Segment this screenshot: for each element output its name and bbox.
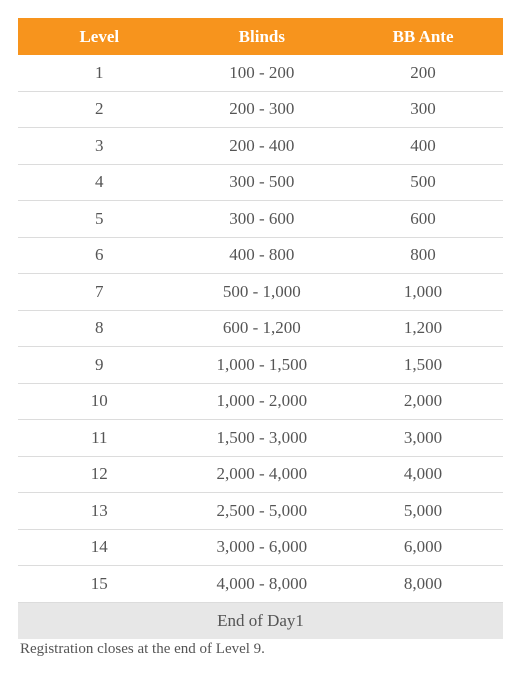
table-row (18, 493, 503, 530)
bb-ante-cell: 2,000 (343, 383, 503, 420)
bb-ante-cell: 1,200 (343, 310, 503, 347)
level-cell: 10 (18, 383, 181, 420)
end-of-day-row (18, 602, 503, 639)
blinds-cell: 1,000 - 2,000 (181, 383, 344, 420)
blinds-cell: 2,000 - 4,000 (181, 456, 344, 493)
level-cell: 5 (18, 201, 181, 238)
blinds-cell: 200 - 400 (181, 128, 344, 165)
header-row (18, 18, 503, 55)
bb-ante-cell: 4,000 (343, 456, 503, 493)
bb-ante-cell: 1,500 (343, 347, 503, 384)
table-row (18, 310, 503, 347)
table-header (18, 18, 503, 55)
bb-ante-cell: 5,000 (343, 493, 503, 530)
bb-ante-cell: 8,000 (343, 566, 503, 603)
table-row (18, 274, 503, 311)
level-cell: 8 (18, 310, 181, 347)
table-row (18, 91, 503, 128)
blinds-cell: 500 - 1,000 (181, 274, 344, 311)
bb-ante-cell: 200 (343, 55, 503, 91)
blinds-cell: 100 - 200 (181, 55, 344, 91)
end-of-day-label: End of Day1 (18, 602, 503, 639)
table-row (18, 420, 503, 457)
table-row (18, 456, 503, 493)
level-cell: 15 (18, 566, 181, 603)
table-row (18, 201, 503, 238)
level-cell: 6 (18, 237, 181, 274)
bb-ante-cell: 500 (343, 164, 503, 201)
level-cell: 14 (18, 529, 181, 566)
registration-note: Registration closes at the end of Level 9. (20, 641, 265, 657)
header-level: Level (18, 18, 181, 55)
blinds-cell: 4,000 - 8,000 (181, 566, 344, 603)
header-blinds: Blinds (181, 18, 344, 55)
blinds-cell: 1,000 - 1,500 (181, 347, 344, 384)
bb-ante-cell: 3,000 (343, 420, 503, 457)
blinds-cell: 300 - 600 (181, 201, 344, 238)
bb-ante-cell: 800 (343, 237, 503, 274)
level-cell: 11 (18, 420, 181, 457)
bb-ante-cell: 300 (343, 91, 503, 128)
bb-ante-cell: 6,000 (343, 529, 503, 566)
blinds-structure-table (18, 18, 503, 639)
table-row (18, 55, 503, 91)
header-bb-ante: BB Ante (343, 18, 503, 55)
bb-ante-cell: 600 (343, 201, 503, 238)
blinds-cell: 1,500 - 3,000 (181, 420, 344, 457)
table-row (18, 237, 503, 274)
blinds-cell: 400 - 800 (181, 237, 344, 274)
level-cell: 9 (18, 347, 181, 384)
level-cell: 3 (18, 128, 181, 165)
bb-ante-cell: 1,000 (343, 274, 503, 311)
level-cell: 2 (18, 91, 181, 128)
blinds-cell: 600 - 1,200 (181, 310, 344, 347)
blinds-cell: 3,000 - 6,000 (181, 529, 344, 566)
level-cell: 7 (18, 274, 181, 311)
table-row (18, 529, 503, 566)
blinds-cell: 200 - 300 (181, 91, 344, 128)
blinds-cell: 2,500 - 5,000 (181, 493, 344, 530)
table-row (18, 566, 503, 603)
table-row (18, 347, 503, 384)
level-cell: 4 (18, 164, 181, 201)
level-cell: 1 (18, 55, 181, 91)
table-row (18, 164, 503, 201)
table-row (18, 383, 503, 420)
bb-ante-cell: 400 (343, 128, 503, 165)
blinds-cell: 300 - 500 (181, 164, 344, 201)
table-body (18, 55, 503, 639)
table-row (18, 128, 503, 165)
level-cell: 12 (18, 456, 181, 493)
level-cell: 13 (18, 493, 181, 530)
